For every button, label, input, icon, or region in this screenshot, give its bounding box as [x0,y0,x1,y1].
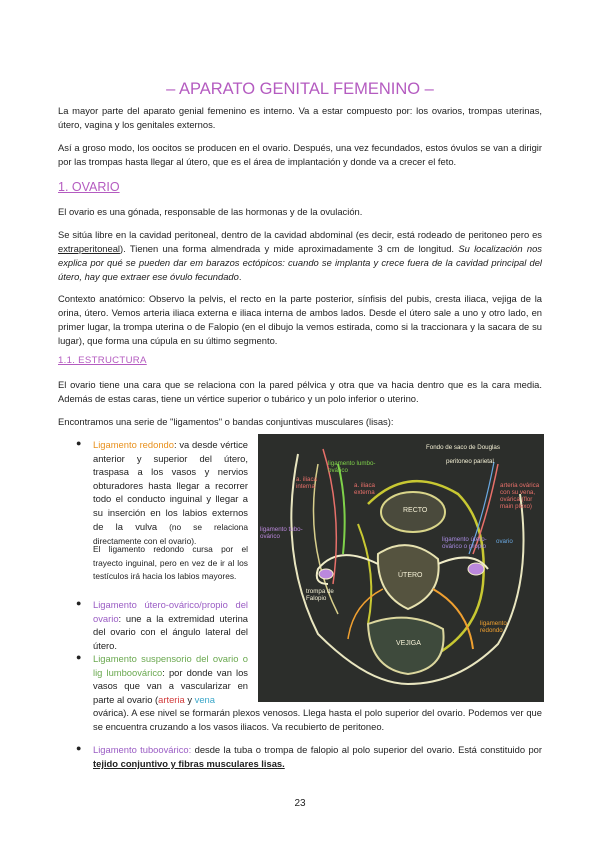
vena-term: vena [194,693,215,705]
label-peritoneo-parietal: peritoneo parietal [446,458,494,465]
ligamento-utero-ovarico-text: : une a la extremidad uterina del ovario con el ángulo lateral del útero. [93,612,248,651]
label-ovario: ovario [496,538,513,545]
label-vejiga: VEJIGA [396,640,421,647]
section-heading-ovario: 1. OVARIO [58,180,120,194]
label-trompa-falopio: trompa de Falopio [306,588,334,602]
pelvis-diagram [258,434,544,702]
ovario-p2-text-a: Se sitúa libre en la cavidad peritoneal, dentro de la cavidad abdominal (es decir, está rodeado de peritoneo pero es [58,229,542,240]
list-item-ligamento-tuboovarico [93,743,542,770]
extraperitoneal-term: extraperitoneal [58,243,121,254]
list-item-ligamento-suspensorio [93,652,248,706]
ovario-paragraph-1: El ovario es una gónada, responsable de las hormonas y de la ovulación. [58,206,363,217]
ligamento-redondo-extra: El ligamento redondo cursa por el trayecto inguinal, pero en vez de ir al los testículos irá hacia los labios mayores. [93,544,248,582]
label-utero: ÚTERO [398,572,423,579]
ligamento-suspensorio-continuation: ovárica). A ese nivel se formarán plexos venosos. Llega hasta el polo superior del ovario. Podemos ver que se encuentra cruzando a los vasos iliacos. Va recubierto de peritoneo. [93,707,542,732]
ligamento-utero-ovarico-name: Ligamento útero-ovárico/propio del ovario [93,599,248,624]
intro-paragraph-1: La mayor parte del aparato genial femenino es interno. Va a estar compuesto por: los ovarios, trompas uterinas, útero, vagina y los genitales externos. [58,105,542,130]
arteria-term: arteria [158,693,185,705]
list-item-ligamento-redondo [93,438,248,549]
tejido-conjuntivo-term: tejido conjuntivo y fibras musculares lisas. [93,757,285,769]
bullet-dot: ● [76,743,82,753]
label-lig-utero-ovarico: ligamento útero-ovárico o propio [442,536,487,550]
intro-paragraph-2: Así a groso modo, los oocitos se producen en el ovario. Después, una vez fecundados, estos óvulos se van a dirigir por las trompas hasta llegar al útero, que es el área de implantación y donde va a crecer el feto. [58,142,542,167]
label-fondo-douglas: Fondo de saco de Douglas [426,444,500,451]
ovario-paragraph-2 [58,228,542,284]
bullet-dot: ● [76,438,82,448]
section-heading-estructura: 1.1. ESTRUCTURA [58,355,147,366]
estructura-paragraph-1: El ovario tiene una cara que se relaciona con la pared pélvica y otra que va hacia dentro que es la cara media. Además de estas caras, tiene un vértice superior o tubárico y un polo inferior o uterino. [58,379,542,404]
label-recto: RECTO [403,507,428,514]
ligamento-redondo-note: (no se relaciona directamente con el ovario). [93,521,248,547]
label-lig-lumbo-ovarico: ligamento lumbo-ovárico [328,460,376,474]
label-a-iliaca-interna: a. iliaca interna [296,476,317,490]
ovario-p2-text-b: ). Tienen una forma almendrada y mide aproximadamente 3 cm de longitud. [120,243,459,254]
bullet-dot: ● [76,598,82,608]
ectopic-note: Su localización nos explica por qué se pueden dar em barazos ectópicos: cuando se implanta y crece fuera de la cavidad principal del útero, hay que extraer ese óvulo fecundado [58,243,542,282]
anatomical-context-paragraph: Contexto anatómico: Observo la pelvis, el recto en la parte posterior, sínfisis del pubis, cresta iliaca, vejiga de la orina, útero. Vemos arteria iliaca externa e iliaca interna de ambos lados. Desde el útero sale a uno y otro lado, en primer lugar, la trompa uterina o de Falopio (en el dibujo la vemos estirada, como si la traccionara y la sacara de su lugar), que forma una cúpula en su último segmento. [58,293,542,346]
page-title: – APARATO GENITAL FEMENINO – [166,80,434,98]
ligamento-redondo-name: Ligamento redondo [93,439,174,450]
ovario-p2-end: . [238,271,242,282]
list-item-ligamento-utero-ovarico [93,598,248,652]
ligamento-suspensorio-text: : por donde van los vasos que van a vascularizar en parte al ovario ( [93,666,248,705]
ligamento-tuboovarico-name: Ligamento tuboovárico: [93,744,192,755]
page-number: 23 [294,798,306,809]
ligamento-redondo-text: : va desde vértice anterior y superior del útero, traspasa a los vasos y nervios obturadores hasta llegar a recorrer todo el conducto inguinal y llegar a su inserción en los labios externos de la vulva [93,439,248,532]
label-lig-redondo: ligamento redondo [480,620,507,634]
label-lig-tubo-ovarico: ligamento tubo-ovárico [260,526,303,540]
ligamento-tuboovarico-text: desde la tuba o trompa de falopio al polo superior del ovario. Está constituido por [191,744,542,755]
bullet-dot: ● [76,652,82,662]
ligamento-suspensorio-name: Ligamento suspensorio del ovario o lig lumboovárico [93,653,248,678]
estructura-paragraph-2: Encontramos una serie de "ligamentos" o bandas conjuntivas musculares (lisas): [58,416,394,427]
conjunction: y [184,693,195,705]
label-a-iliaca-externa: a. iliaca externa [354,482,375,496]
pelvis-drawing [258,434,544,702]
label-arteria-ovarica: arteria ovárica con su vena, ovárica (flor main plexo) [500,482,540,510]
